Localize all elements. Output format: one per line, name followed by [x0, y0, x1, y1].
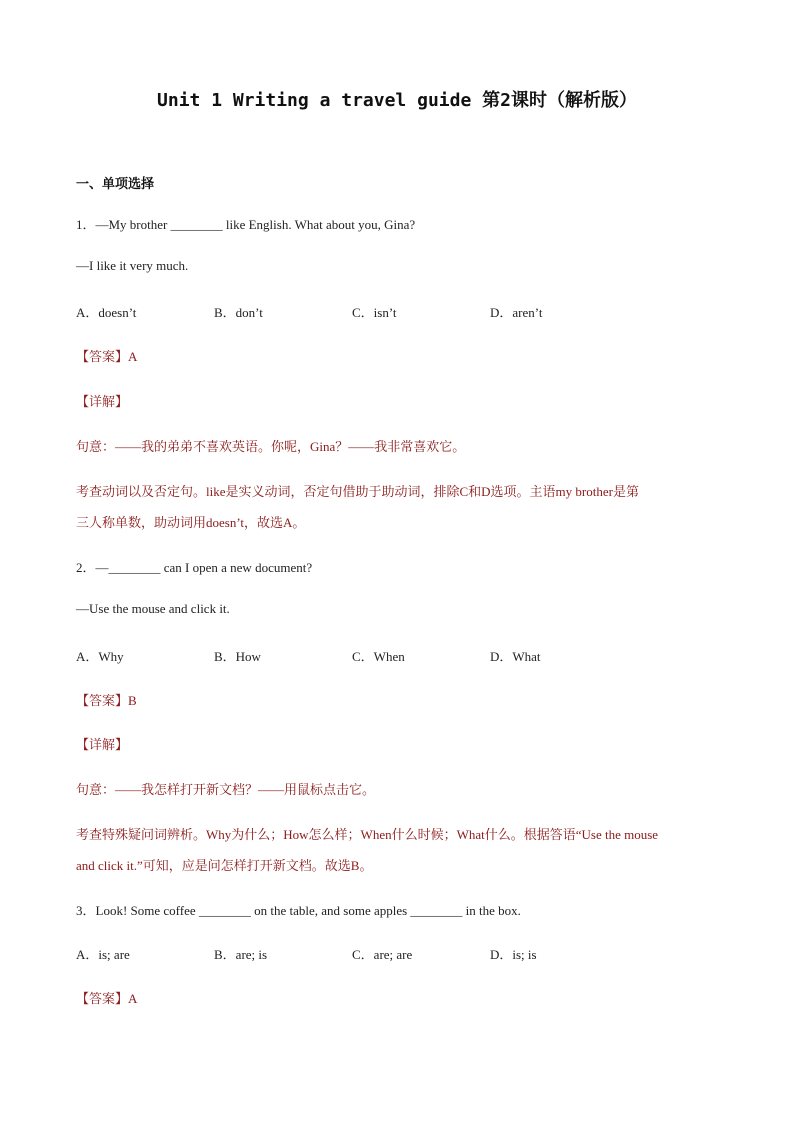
question-1-analysis-line-1: 考查动词以及否定句。like是实义动词，否定句借助于助动词，排除C和D选项。主语my brother是第 — [76, 484, 639, 499]
question-2-option-c: C．When — [352, 649, 405, 664]
question-3-option-c: C．are; are — [352, 947, 413, 962]
question-3-option-b: B．are; is — [214, 947, 268, 962]
question-2-option-d: D．What — [490, 649, 541, 664]
page-title: Unit 1 Writing a travel guide 第2课时（解析版） — [157, 90, 637, 111]
question-1-option-d: D．aren’t — [490, 305, 543, 320]
question-1-detail-label: 【详解】 — [76, 395, 129, 410]
question-2-analysis-line-1: 考查特殊疑问词辨析。Why为什么；How怎么样；When什么时候；What什么。根据答语“Use the mouse — [76, 827, 659, 842]
question-2-reply: —Use the mouse and click it. — [76, 601, 230, 616]
question-1-option-c: C．isn’t — [352, 305, 397, 320]
question-1-reply: —I like it very much. — [76, 258, 189, 273]
question-2-detail-label: 【详解】 — [76, 738, 129, 753]
question-1-meaning: 句意：——我的弟弟不喜欢英语。你呢，Gina？——我非常喜欢它。 — [76, 439, 466, 454]
question-2-option-b: B．How — [214, 649, 261, 664]
question-2-stem: 2．—________ can I open a new document? — [76, 560, 313, 575]
question-2-analysis-line-2: and click it.”可知，应是问怎样打开新文档。故选B。 — [76, 858, 373, 873]
answer-label: 【答案】 — [76, 992, 129, 1007]
question-1-option-a: A．doesn’t — [76, 305, 137, 320]
question-3-answer — [76, 988, 137, 1007]
question-2-meaning: 句意：——我怎样打开新文档？——用鼠标点击它。 — [76, 782, 376, 797]
question-1-analysis-line-2: 三人称单数，助动词用doesn’t，故选A。 — [76, 515, 306, 530]
question-2-option-a: A．Why — [76, 649, 124, 664]
question-3-option-a: A．is; are — [76, 947, 130, 962]
question-2-answer — [76, 690, 137, 709]
question-3-option-d: D．is; is — [490, 947, 537, 962]
section-heading: 一、单项选择 — [76, 177, 155, 192]
question-1-stem: 1．—My brother ________ like English. What about you, Gina? — [76, 217, 416, 232]
answer-value: A — [128, 991, 138, 1006]
answer-label: 【答案】 — [76, 694, 129, 709]
answer-value: B — [128, 693, 137, 708]
question-1-option-b: B．don’t — [214, 305, 263, 320]
question-1-answer — [76, 346, 137, 365]
answer-value: A — [128, 349, 138, 364]
question-3-stem: 3．Look! Some coffee ________ on the table, and some apples ________ in the box. — [76, 903, 521, 918]
answer-label: 【答案】 — [76, 350, 129, 365]
